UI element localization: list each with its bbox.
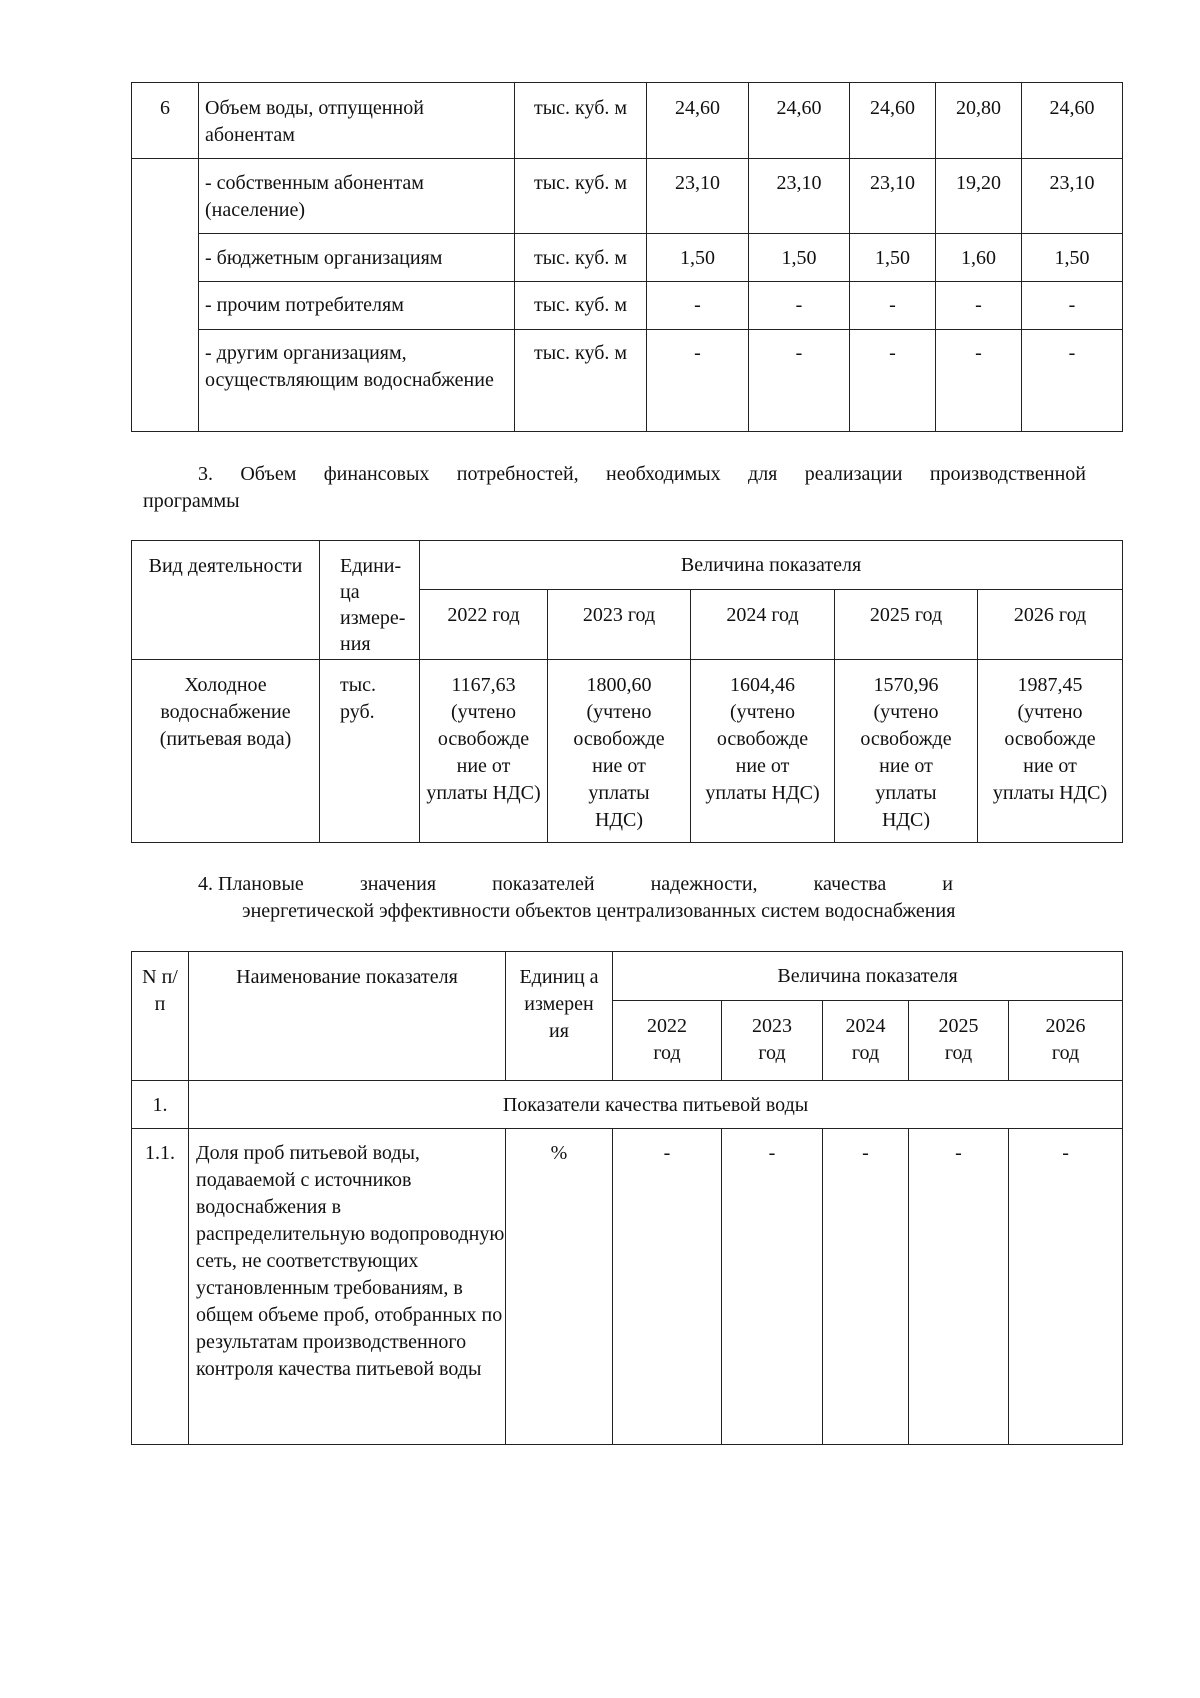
finance-value: 1604,46 <box>730 674 795 696</box>
value-cell: - <box>647 330 749 432</box>
row-number: 6 <box>132 83 199 159</box>
unit-cell: % <box>506 1129 613 1445</box>
vat-note: (учтено освобожде ние от уплаты НДС) <box>426 701 541 804</box>
value-cell: 19,20 <box>936 159 1022 234</box>
group-number: 1. <box>132 1081 189 1129</box>
value-cell: 24,60 <box>647 83 749 159</box>
indicator-name: - бюджетным организациям <box>199 234 515 282</box>
table-row <box>132 660 1123 843</box>
value-cell: - <box>1022 282 1123 330</box>
finance-value: 1987,45 <box>1017 674 1083 696</box>
indicator-name: Объем воды, отпущенной абонентам <box>199 83 515 159</box>
table-row <box>132 330 1123 432</box>
value-cell: 23,10 <box>1022 159 1123 234</box>
value-cell: 1,50 <box>1022 234 1123 282</box>
value-cell: 23,10 <box>850 159 936 234</box>
table-row <box>132 282 1123 330</box>
section-4-heading <box>198 871 953 898</box>
year-header: 2022 год <box>420 590 548 660</box>
quality-indicators-table <box>131 951 1123 1445</box>
section-4-heading-word: значения <box>359 873 437 895</box>
finance-value: 1570,96 <box>873 674 939 696</box>
indicator-name: - прочим потребителям <box>199 282 515 330</box>
indicator-name: - другим организациям, осуществляющим водоснабжение <box>199 330 515 432</box>
table-header-row <box>132 541 1123 590</box>
vat-note: (учтено освобожде ние от уплаты НДС) <box>573 701 665 831</box>
section-4-heading-word: показателей <box>492 873 595 895</box>
finance-value: 1800,60 <box>586 674 652 696</box>
activity-header: Вид деятельности <box>132 541 320 660</box>
year-header: 2024 год <box>691 590 835 660</box>
section-3-heading-line1: 3. Объем финансовых потребностей, необходимых для реализации производственной <box>198 463 1086 485</box>
value-cell: 23,10 <box>749 159 850 234</box>
value-header: Величина показателя <box>613 952 1123 1001</box>
value-cell: 24,60 <box>1022 83 1123 159</box>
group-title: Показатели качества питьевой воды <box>189 1081 1123 1129</box>
value-cell: - <box>936 282 1022 330</box>
section-4-heading-word: надежности, <box>650 873 758 895</box>
value-cell: - <box>749 330 850 432</box>
value-cell: - <box>722 1129 823 1445</box>
year-header: 2025 год <box>835 590 978 660</box>
value-cell: 1,60 <box>936 234 1022 282</box>
unit-cell: тыс. куб. м <box>515 83 647 159</box>
indicator-name: - собственным абонентам (население) <box>199 159 515 234</box>
table-header-row <box>132 952 1123 1001</box>
value-cell: 1,50 <box>749 234 850 282</box>
unit-cell: тыс. руб. <box>320 660 420 843</box>
value-cell: - <box>850 330 936 432</box>
year-header: 2026 год <box>978 590 1123 660</box>
finance-value-cell <box>835 660 978 843</box>
unit-cell: тыс. куб. м <box>515 234 647 282</box>
year-header: 2023 год <box>722 1001 823 1081</box>
table-row <box>132 1129 1123 1445</box>
value-cell: 24,60 <box>749 83 850 159</box>
financial-needs-table <box>131 540 1123 843</box>
section-4-heading-line2: энергетической эффективности объектов централизованных систем водоснабжения <box>242 900 956 922</box>
table-row <box>132 234 1123 282</box>
value-cell: - <box>1009 1129 1123 1445</box>
value-cell: 23,10 <box>647 159 749 234</box>
unit-header: Едини-ца измере-ния <box>320 541 420 660</box>
year-header: 2023 год <box>548 590 691 660</box>
finance-value-cell <box>978 660 1123 843</box>
finance-value-cell <box>420 660 548 843</box>
finance-value-cell <box>691 660 835 843</box>
vat-note: (учтено освобожде ние от уплаты НДС) <box>705 701 820 804</box>
value-cell: 1,50 <box>647 234 749 282</box>
unit-cell: тыс. куб. м <box>515 159 647 234</box>
table-group-row <box>132 1081 1123 1129</box>
value-cell: - <box>749 282 850 330</box>
unit-cell: тыс. куб. м <box>515 330 647 432</box>
year-header: 2025 год <box>909 1001 1009 1081</box>
value-cell: 1,50 <box>850 234 936 282</box>
value-cell: 24,60 <box>850 83 936 159</box>
indicator-name: Доля проб питьевой воды, подаваемой с источников водоснабжения в распределительную водопроводную сеть, не соответствующих установленным требованиям, в общем объеме проб, отобранных по результатам производственного контроля качества питьевой воды <box>189 1129 506 1445</box>
value-header: Величина показателя <box>420 541 1123 590</box>
value-cell: - <box>1022 330 1123 432</box>
finance-value-cell <box>548 660 691 843</box>
unit-cell: тыс. куб. м <box>515 282 647 330</box>
unit-header: Единиц а измерен ия <box>506 952 613 1081</box>
vat-note: (учтено освобожде ние от уплаты НДС) <box>992 701 1108 804</box>
finance-value: 1167,63 <box>451 674 516 696</box>
year-header: 2026 год <box>1009 1001 1123 1081</box>
value-cell: - <box>613 1129 722 1445</box>
table-row <box>132 159 1123 234</box>
activity-cell: Холодное водоснабжение (питьевая вода) <box>132 660 320 843</box>
section-3-heading <box>198 461 1086 488</box>
row-number <box>132 159 199 432</box>
vat-note: (учтено освобожде ние от уплаты НДС) <box>860 701 952 831</box>
section-4-heading-word: качества <box>813 873 887 895</box>
value-cell: - <box>850 282 936 330</box>
year-header: 2022 год <box>613 1001 722 1081</box>
table-row <box>132 83 1123 159</box>
water-volume-table <box>131 82 1123 432</box>
section-3-heading-continuation: программы <box>143 490 240 512</box>
indicator-name-header: Наименование показателя <box>189 952 506 1081</box>
value-cell: - <box>909 1129 1009 1445</box>
section-4-heading-word: 4. Плановые <box>198 873 304 895</box>
section-4-heading-word: и <box>942 873 953 895</box>
number-header: N п/п <box>132 952 189 1081</box>
value-cell: - <box>936 330 1022 432</box>
row-number: 1.1. <box>132 1129 189 1445</box>
value-cell: - <box>823 1129 909 1445</box>
value-cell: - <box>647 282 749 330</box>
value-cell: 20,80 <box>936 83 1022 159</box>
year-header: 2024 год <box>823 1001 909 1081</box>
